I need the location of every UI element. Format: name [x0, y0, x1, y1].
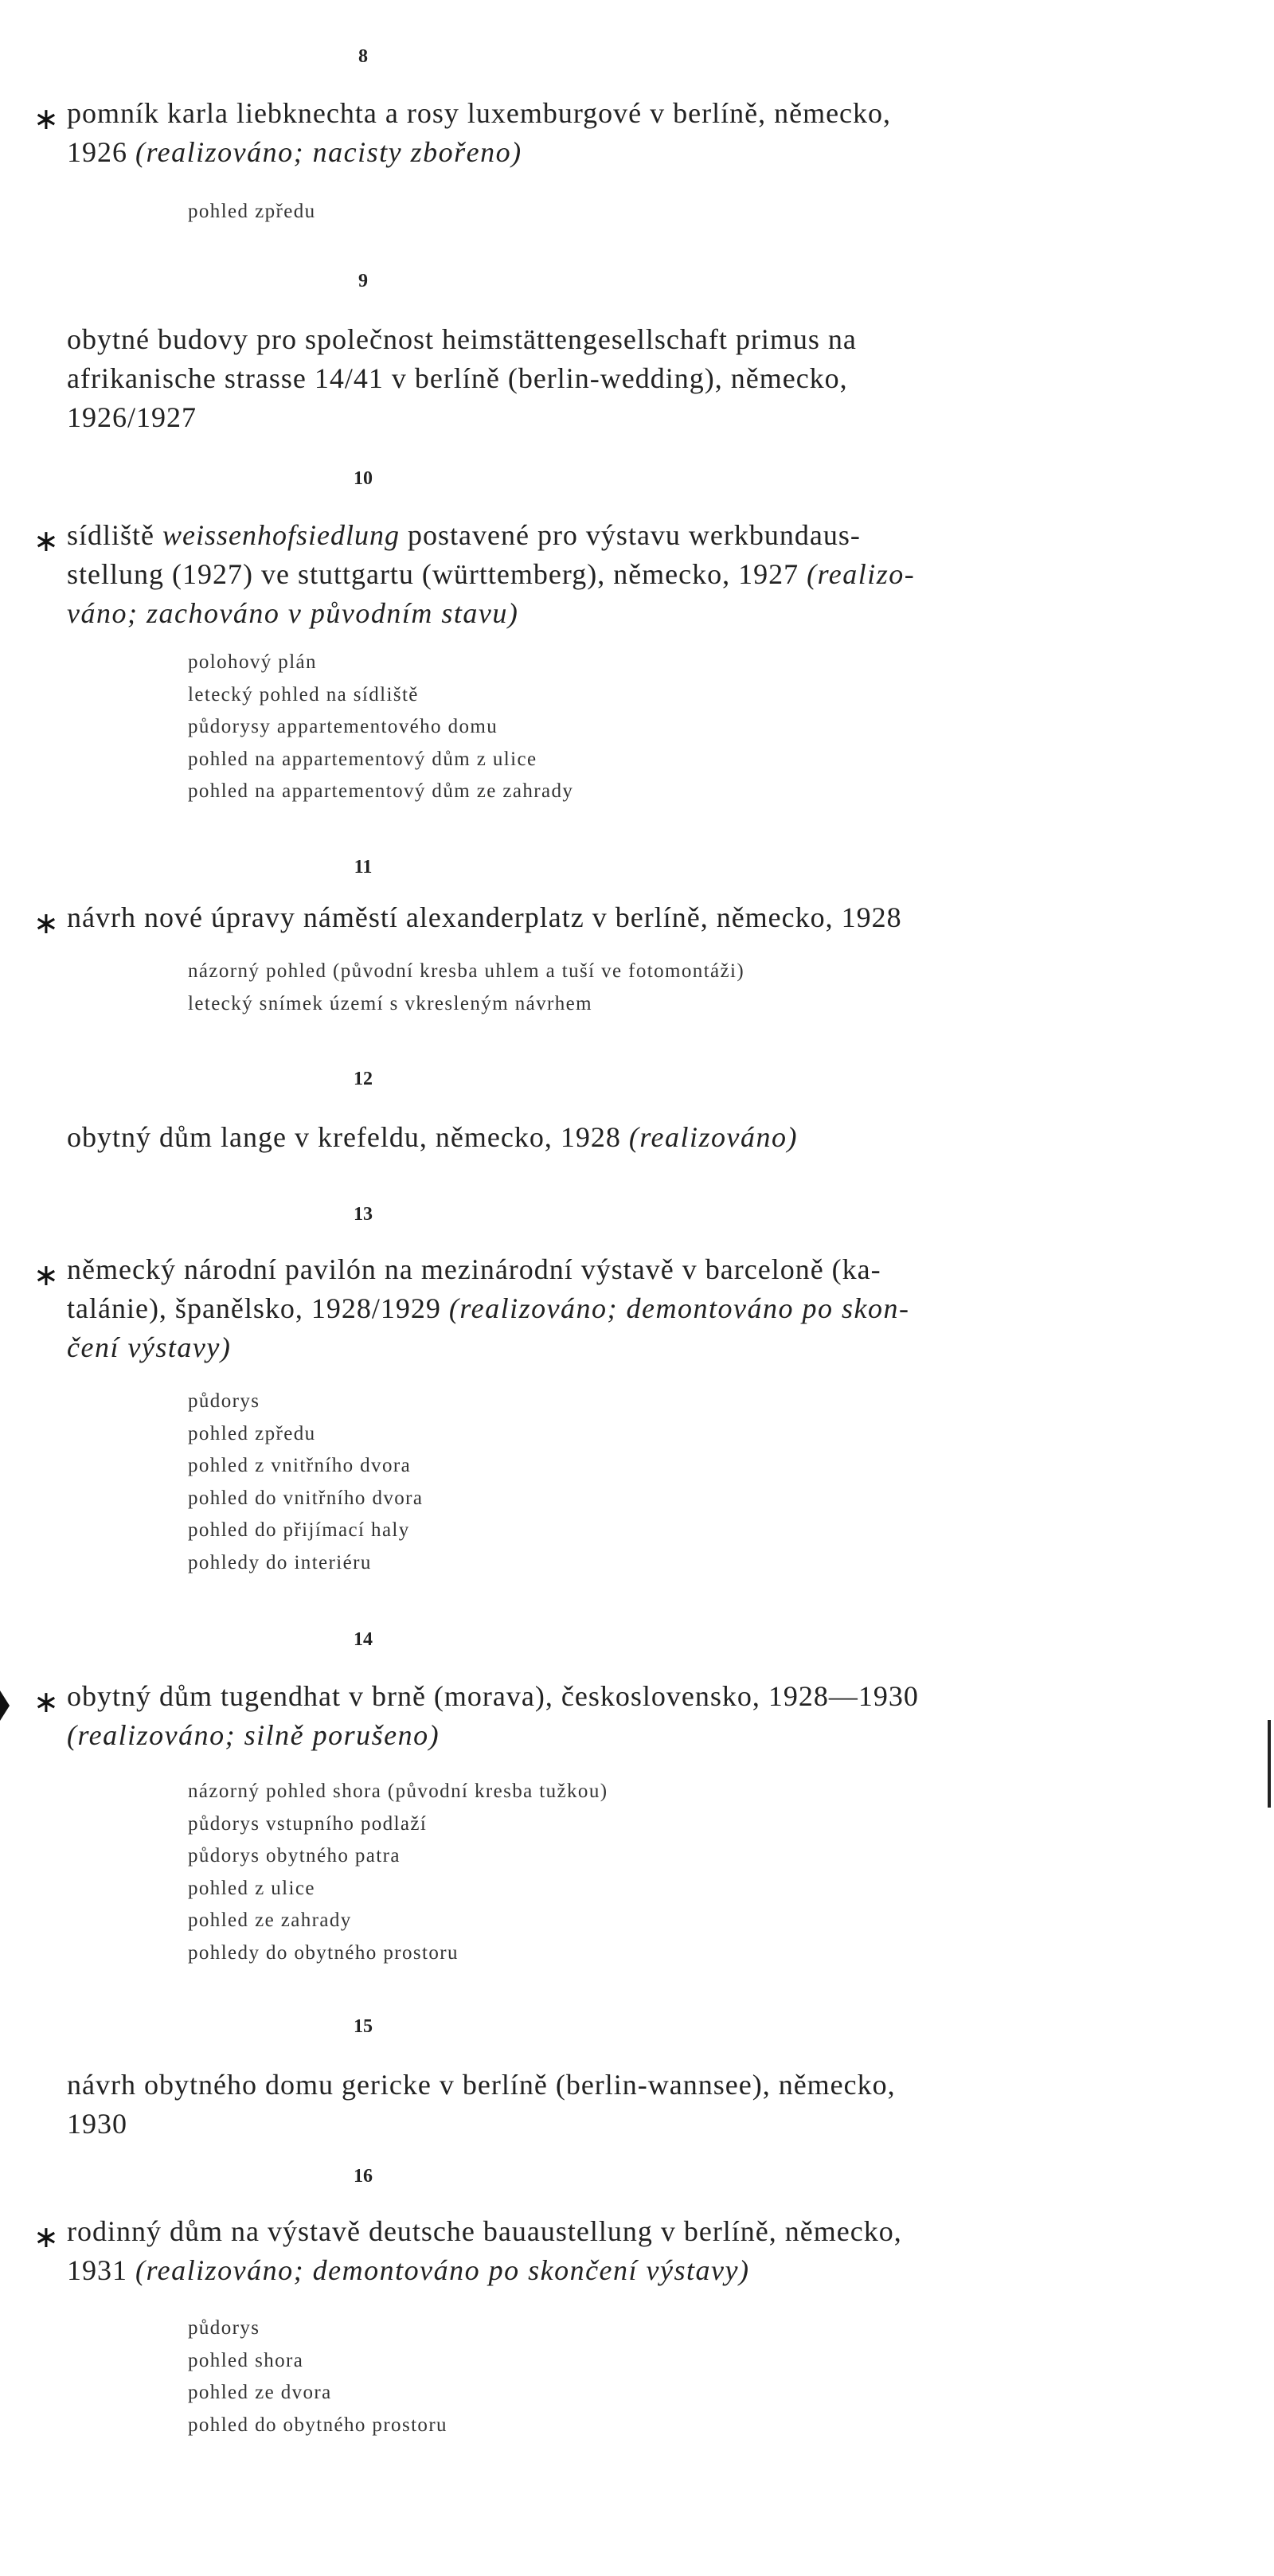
scan-edge-bar: [1268, 1720, 1271, 1808]
entry-number: 16: [354, 2166, 373, 2187]
entry-title: [67, 898, 1070, 937]
asterisk-icon: ∗: [33, 1684, 59, 1719]
status-note: (realizováno; demontováno po skon-: [448, 1292, 910, 1324]
list-item: pohledy do interiéru: [188, 1551, 372, 1573]
list-item: pohled shora: [188, 2349, 304, 2371]
list-item: půdorys: [188, 2317, 260, 2339]
entry-title: [67, 2066, 1070, 2144]
list-item: půdorys vstupního podlaží: [188, 1812, 428, 1835]
status-note: (realizováno; silně porušeno): [67, 1719, 440, 1751]
list-item: polohový plán: [188, 651, 317, 673]
list-item: letecký snímek území s vkresleným návrhem: [188, 992, 592, 1014]
status-note: (realizováno; nacisty zbořeno): [135, 136, 522, 168]
asterisk-icon: ∗: [33, 2219, 59, 2254]
entry-number: 15: [354, 2016, 373, 2037]
entry-number: 12: [354, 1069, 373, 1089]
entry-number: 14: [354, 1629, 373, 1650]
subitem-list: [188, 196, 316, 229]
title-line: obytný dům tugendhat v brně (morava), československo, 1928—1930: [67, 1680, 919, 1712]
list-item: letecký pohled na sídliště: [188, 683, 419, 706]
title-line: stellung (1927) ve stuttgartu (württemberg), německo, 1927: [67, 558, 807, 590]
title-line: afrikanische strasse 14/41 v berlíně (berlin-wedding), německo,: [67, 362, 848, 394]
title-line: obytný dům lange v krefeldu, německo, 1928: [67, 1121, 629, 1153]
title-line: sídliště weissenhofsiedlung postavené pro výstavu werkbundaus-: [67, 519, 861, 551]
title-line: pomník karla liebknechta a rosy luxemburgové v berlíně, německo,: [67, 97, 892, 129]
title-line: talánie), španělsko, 1928/1929: [67, 1292, 449, 1324]
entry-number: 9: [358, 271, 368, 291]
status-note-cont: váno; zachováno v původním stavu): [67, 597, 519, 629]
status-note: (realizo-: [807, 558, 916, 590]
asterisk-icon: ∗: [33, 1257, 59, 1292]
title-emphasis: weissenhofsiedlung: [162, 519, 400, 551]
title-line: návrh obytného domu gericke v berlíně (berlin-wannsee), německo,: [67, 2069, 896, 2101]
subitem-list: [188, 2312, 447, 2441]
list-item: pohled zpředu: [188, 201, 316, 222]
title-line: rodinný dům na výstavě deutsche bauaustellung v berlíně, německo,: [67, 2215, 902, 2247]
subitem-list: [188, 647, 573, 808]
entry-title: [67, 320, 1070, 437]
list-item: pohled ze dvora: [188, 2382, 332, 2403]
list-item: názorný pohled (původní kresba uhlem a tuší ve fotomontáži): [188, 960, 745, 982]
entry-title: [67, 1677, 1070, 1755]
list-item: pohled z vnitřního dvora: [188, 1455, 412, 1476]
list-item: názorný pohled shora (původní kresba tužkou): [188, 1781, 608, 1802]
subitem-list: [188, 956, 744, 1020]
entry-title: [67, 2212, 1070, 2290]
entry-number: 11: [354, 857, 373, 878]
title-line: 1926/1927: [67, 401, 197, 433]
status-note-cont: čení výstavy): [67, 1331, 232, 1363]
list-item: pohled z ulice: [188, 1877, 315, 1899]
entry-title: [67, 516, 1070, 633]
title-line: 1930: [67, 2108, 127, 2140]
list-item: pohled do přijímací haly: [188, 1519, 410, 1541]
entry-title: [67, 94, 1070, 172]
list-item: pohled na appartementový dům ze zahrady: [188, 780, 574, 802]
scan-edge-marker-icon: [0, 1691, 10, 1721]
status-note: (realizováno; demontováno po skončení výstavy): [135, 2254, 750, 2286]
title-line: 1931: [67, 2254, 135, 2286]
title-line: 1926: [67, 136, 135, 168]
list-item: pohled na appartementový dům z ulice: [188, 748, 537, 770]
subitem-list: [188, 1386, 423, 1579]
list-item: pohled do obytného prostoru: [188, 2414, 447, 2436]
title-line: obytné budovy pro společnost heimstättengesellschaft primus na: [67, 323, 857, 355]
asterisk-icon: ∗: [33, 101, 59, 136]
list-item: pohled ze zahrady: [188, 1910, 352, 1931]
entry-number: 8: [358, 46, 368, 67]
list-item: půdorys: [188, 1390, 260, 1412]
list-item: pohled do vnitřního dvora: [188, 1487, 424, 1509]
status-note: (realizováno): [628, 1121, 798, 1153]
list-item: pohled zpředu: [188, 1422, 316, 1444]
list-item: půdorys obytného patra: [188, 1845, 401, 1867]
entry-title: [67, 1118, 1070, 1157]
asterisk-icon: ∗: [33, 523, 59, 558]
subitem-list: [188, 1776, 608, 1969]
list-item: půdorysy appartementového domu: [188, 716, 498, 737]
entry-number: 10: [354, 468, 373, 489]
entry-number: 13: [354, 1204, 373, 1225]
asterisk-icon: ∗: [33, 905, 59, 940]
title-line: německý národní pavilón na mezinárodní výstavě v barceloně (ka-: [67, 1253, 881, 1285]
title-line: návrh nové úpravy náměstí alexanderplatz v berlíně, německo, 1928: [67, 901, 902, 933]
entry-title: [67, 1250, 1070, 1367]
list-item: pohledy do obytného prostoru: [188, 1941, 459, 1964]
